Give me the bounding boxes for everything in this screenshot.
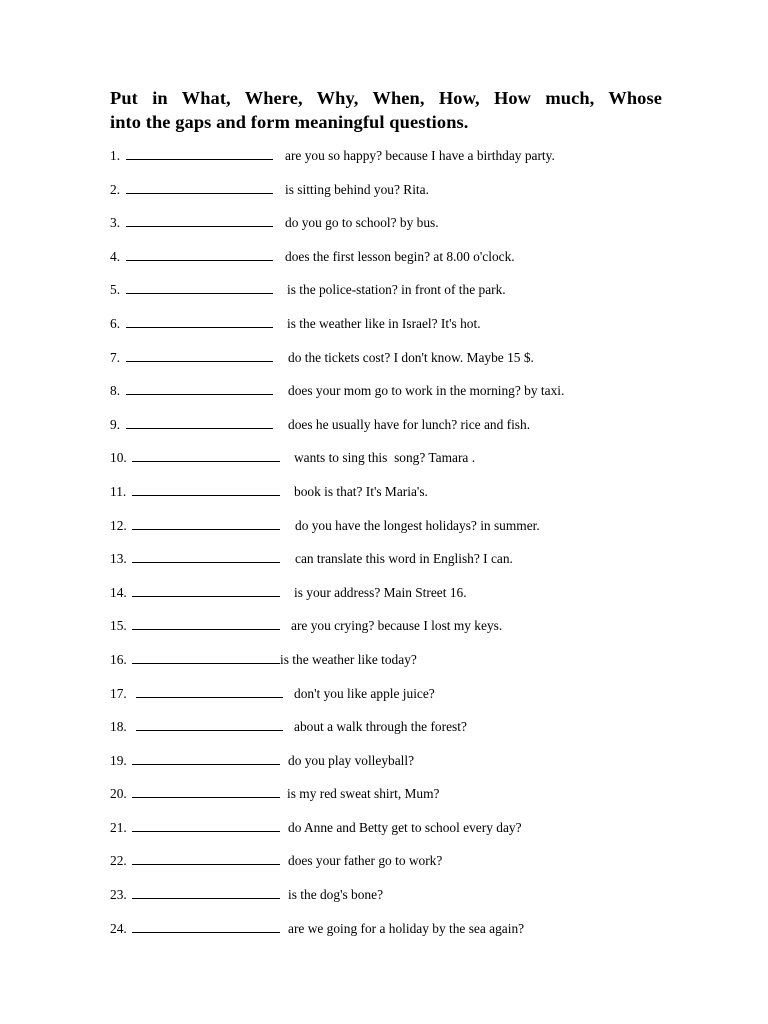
answer-blank[interactable] [132, 886, 280, 899]
question-item [110, 246, 730, 280]
question-number: 8. [110, 383, 121, 399]
answer-blank[interactable] [126, 214, 273, 227]
answer-blank[interactable] [132, 785, 280, 798]
answer-blank[interactable] [126, 416, 273, 429]
question-number: 4. [110, 248, 121, 264]
question-list [110, 145, 730, 951]
question-number: 5. [110, 282, 121, 298]
question-item [110, 179, 730, 213]
answer-blank[interactable] [132, 483, 280, 496]
answer-blank[interactable] [132, 517, 280, 530]
answer-blank[interactable] [126, 281, 273, 294]
question-text: don't you like apple juice? [294, 685, 435, 701]
question-text: is the weather like today? [280, 651, 417, 667]
answer-blank[interactable] [136, 718, 283, 731]
answer-blank[interactable] [132, 550, 280, 563]
question-item [110, 783, 730, 817]
question-item [110, 414, 730, 448]
answer-blank[interactable] [132, 584, 280, 597]
question-text: are you so happy? because I have a birthday party. [285, 148, 555, 163]
question-text: does he usually have for lunch? rice and fish. [288, 416, 531, 432]
question-text: do you go to school? by bus. [285, 215, 439, 231]
question-number: 11. [110, 483, 127, 499]
question-item [110, 515, 730, 549]
question-item [110, 380, 730, 414]
question-item [110, 212, 730, 246]
question-number: 13. [110, 551, 127, 567]
question-number: 21. [110, 819, 127, 835]
question-text: about a walk through the forest? [294, 719, 467, 735]
question-text: does your father go to work? [288, 853, 443, 869]
question-number: 2. [110, 181, 121, 197]
question-number: 12. [110, 517, 127, 533]
question-text: does the first lesson begin? at 8.00 o'clock. [285, 248, 515, 264]
answer-blank[interactable] [126, 382, 273, 395]
question-number: 20. [110, 786, 127, 802]
question-number: 6. [110, 315, 121, 331]
question-text: do the tickets cost? I don't know. Maybe 15 $. [288, 349, 534, 365]
answer-blank[interactable] [132, 752, 280, 765]
question-item [110, 313, 730, 347]
answer-blank[interactable] [132, 920, 280, 933]
question-number: 15. [110, 618, 127, 634]
question-text: is the police-station? in front of the park. [287, 282, 506, 298]
answer-blank[interactable] [132, 651, 280, 664]
question-number: 18. [110, 719, 127, 735]
question-text: is the weather like in Israel? It's hot. [287, 315, 481, 331]
question-item [110, 884, 730, 918]
question-item [110, 279, 730, 313]
answer-blank[interactable] [126, 181, 273, 194]
question-number: 10. [110, 450, 127, 466]
question-text: are you crying? because I lost my keys. [291, 618, 503, 634]
title-line-1: Put in What, Where, Why, When, How, How much, Whose [110, 88, 662, 108]
answer-blank[interactable] [126, 248, 273, 261]
question-number: 1. [110, 148, 121, 163]
question-number: 24. [110, 920, 127, 936]
title-line-2: into the gaps and form meaningful questions. [110, 112, 469, 132]
question-text: do you have the longest holidays? in summer. [295, 517, 540, 533]
answer-blank[interactable] [136, 685, 283, 698]
answer-blank[interactable] [132, 819, 280, 832]
question-number: 23. [110, 887, 127, 903]
answer-blank[interactable] [126, 147, 273, 160]
question-number: 9. [110, 416, 121, 432]
answer-blank[interactable] [132, 617, 280, 630]
question-item [110, 918, 730, 952]
question-number: 22. [110, 853, 127, 869]
question-number: 7. [110, 349, 121, 365]
question-item [110, 750, 730, 784]
worksheet-title [110, 86, 662, 134]
question-text: wants to sing this song? Tamara . [294, 450, 476, 466]
question-item [110, 649, 730, 683]
question-item [110, 447, 730, 481]
answer-blank[interactable] [132, 449, 280, 462]
question-item [110, 716, 730, 750]
question-item [110, 347, 730, 381]
question-text: is sitting behind you? Rita. [285, 181, 429, 197]
question-number: 17. [110, 685, 127, 701]
question-item [110, 548, 730, 582]
question-item [110, 850, 730, 884]
question-text: do you play volleyball? [288, 752, 415, 768]
question-item [110, 817, 730, 851]
question-text: book is that? It's Maria's. [294, 483, 428, 499]
question-number: 3. [110, 215, 121, 231]
question-item [110, 615, 730, 649]
question-text: does your mom go to work in the morning? by taxi. [288, 383, 565, 399]
answer-blank[interactable] [126, 315, 273, 328]
question-text: can translate this word in English? I can. [295, 551, 513, 567]
question-text: do Anne and Betty get to school every day? [288, 819, 522, 835]
question-text: is your address? Main Street 16. [294, 584, 467, 600]
question-item [110, 481, 730, 515]
question-text: are we going for a holiday by the sea again? [288, 920, 525, 936]
answer-blank[interactable] [132, 852, 280, 865]
question-number: 14. [110, 584, 127, 600]
question-item [110, 145, 730, 179]
question-number: 19. [110, 752, 127, 768]
answer-blank[interactable] [126, 349, 273, 362]
question-number: 16. [110, 651, 127, 667]
question-item [110, 683, 730, 717]
question-text: is my red sweat shirt, Mum? [287, 786, 440, 802]
question-item [110, 582, 730, 616]
question-text: is the dog's bone? [288, 887, 384, 903]
